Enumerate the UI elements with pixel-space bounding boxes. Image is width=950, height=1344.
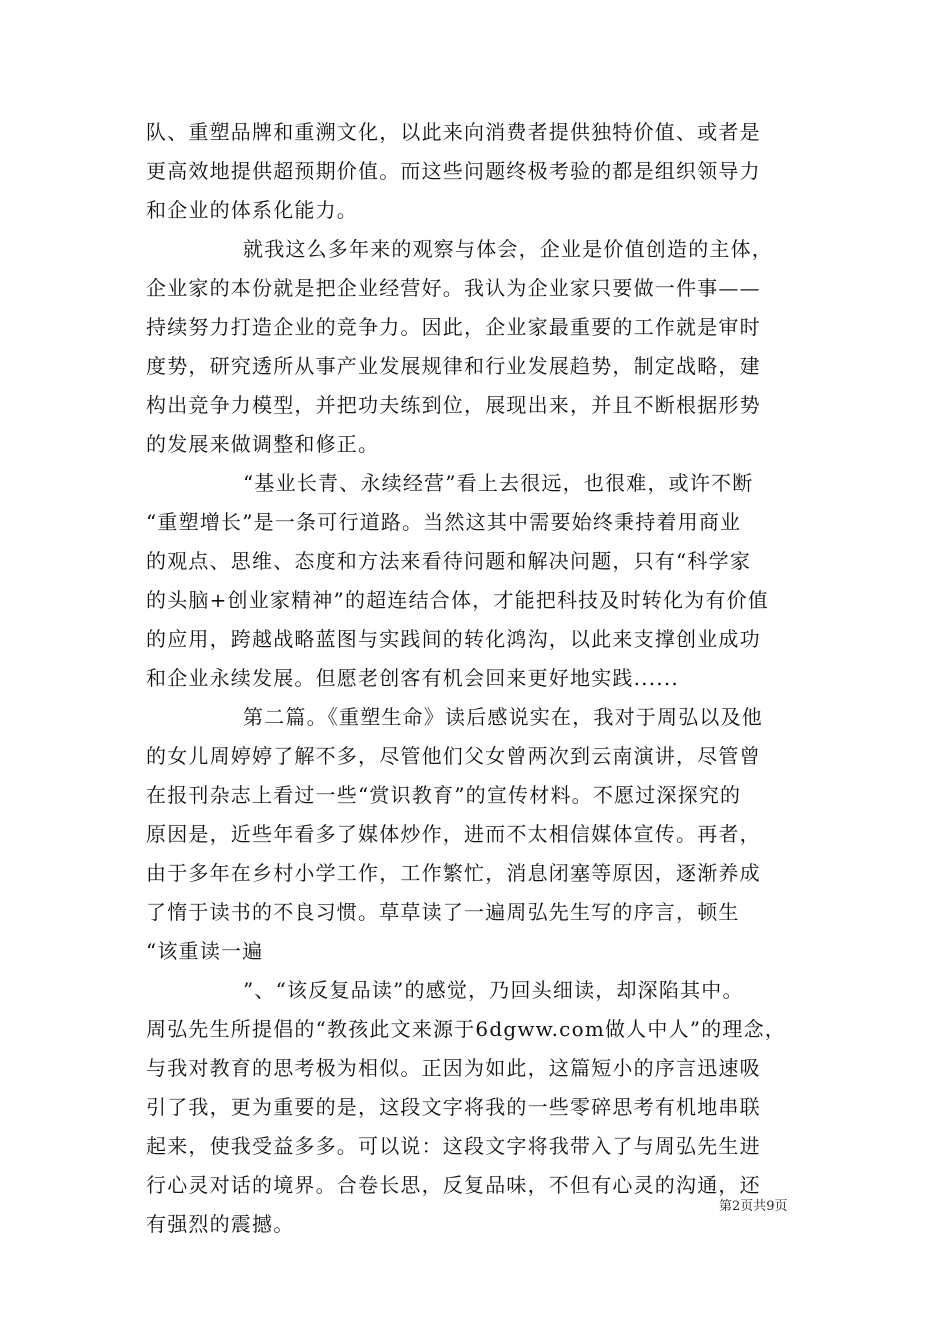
text-line: 和企业的体系化能力。 (146, 198, 358, 222)
text-line: ”、“该反复品读”的感觉，乃回头细读，却深陷其中。 (243, 978, 744, 1002)
text-line: “重塑增长”是一条可行道路。当然这其中需要始终秉持着用商业 (146, 510, 742, 534)
text-line: 周弘先生所提倡的“教孩此文来源于6dgww.com做人中人”的理念， (146, 1017, 787, 1041)
text-line: 度势，研究透所从事产业发展规律和行业发展趋势，制定战略，建 (146, 354, 761, 378)
text-line: 行心灵对话的境界。合卷长思，反复品味，不但有心灵的沟通，还 (146, 1173, 761, 1197)
text-line: 与我对教育的思考极为相似。正因为如此，这篇短小的序言迅速吸 (146, 1056, 761, 1080)
text-line: 构出竞争力模型，并把功夫练到位，展现出来，并且不断根据形势 (146, 393, 761, 417)
text-line: “基业长青、永续经营”看上去很远，也很难，或许不断 (243, 471, 754, 495)
text-line: 由于多年在乡村小学工作，工作繁忙，消息闭塞等原因，逐渐养成 (146, 861, 761, 885)
text-line: 有强烈的震撼。 (146, 1212, 295, 1236)
text-line: “该重读一遍 (146, 939, 264, 963)
text-line: 第二篇。《重塑生命》读后感说实在，我对于周弘以及他 (243, 705, 763, 729)
text-line: 和企业永续发展。但愿老创客有机会回来更好地实践...... (146, 666, 679, 690)
text-line: 企业家的本份就是把企业经营好。我认为企业家只要做一件事—— (146, 276, 761, 300)
text-line: 引了我，更为重要的是，这段文字将我的一些零碎思考有机地串联 (146, 1095, 761, 1119)
text-line: 队、重塑品牌和重溯文化，以此来向消费者提供独特价值、或者是 (146, 120, 761, 144)
text-line: 的观点、思维、态度和方法来看待问题和解决问题，只有“科学家 (146, 549, 752, 573)
text-line: 的女儿周婷婷了解不多，尽管他们父女曾两次到云南演讲，尽管曾 (146, 744, 761, 768)
text-line: 原因是，近些年看多了媒体炒作，进而不太相信媒体宣传。再者， (146, 822, 761, 846)
text-line: 持续努力打造企业的竞争力。因此，企业家最重要的工作就是审时 (146, 315, 761, 339)
text-line: 的应用，跨越战略蓝图与实践间的转化鸿沟，以此来支撑创业成功 (146, 627, 761, 651)
text-line: 更高效地提供超预期价值。而这些问题终极考验的都是组织领导力 (146, 159, 761, 183)
text-line: 的发展来做调整和修正。 (146, 432, 380, 456)
text-line: 了惰于读书的不良习惯。草草读了一遍周弘先生写的序言，顿生 (146, 900, 740, 924)
text-line: 起来，使我受益多多。可以说：这段文字将我带入了与周弘先生进 (146, 1134, 761, 1158)
text-line: 在报刊杂志上看过一些“赏识教育”的宣传材料。不愿过深探究的 (146, 783, 742, 807)
text-line: 就我这么多年来的观察与体会，企业是价值创造的主体， (243, 237, 773, 261)
page-number: 第2页共9页 (719, 1199, 788, 1214)
text-line: 的头脑+创业家精神”的超连结合体，才能把科技及时转化为有价值 (146, 588, 769, 612)
